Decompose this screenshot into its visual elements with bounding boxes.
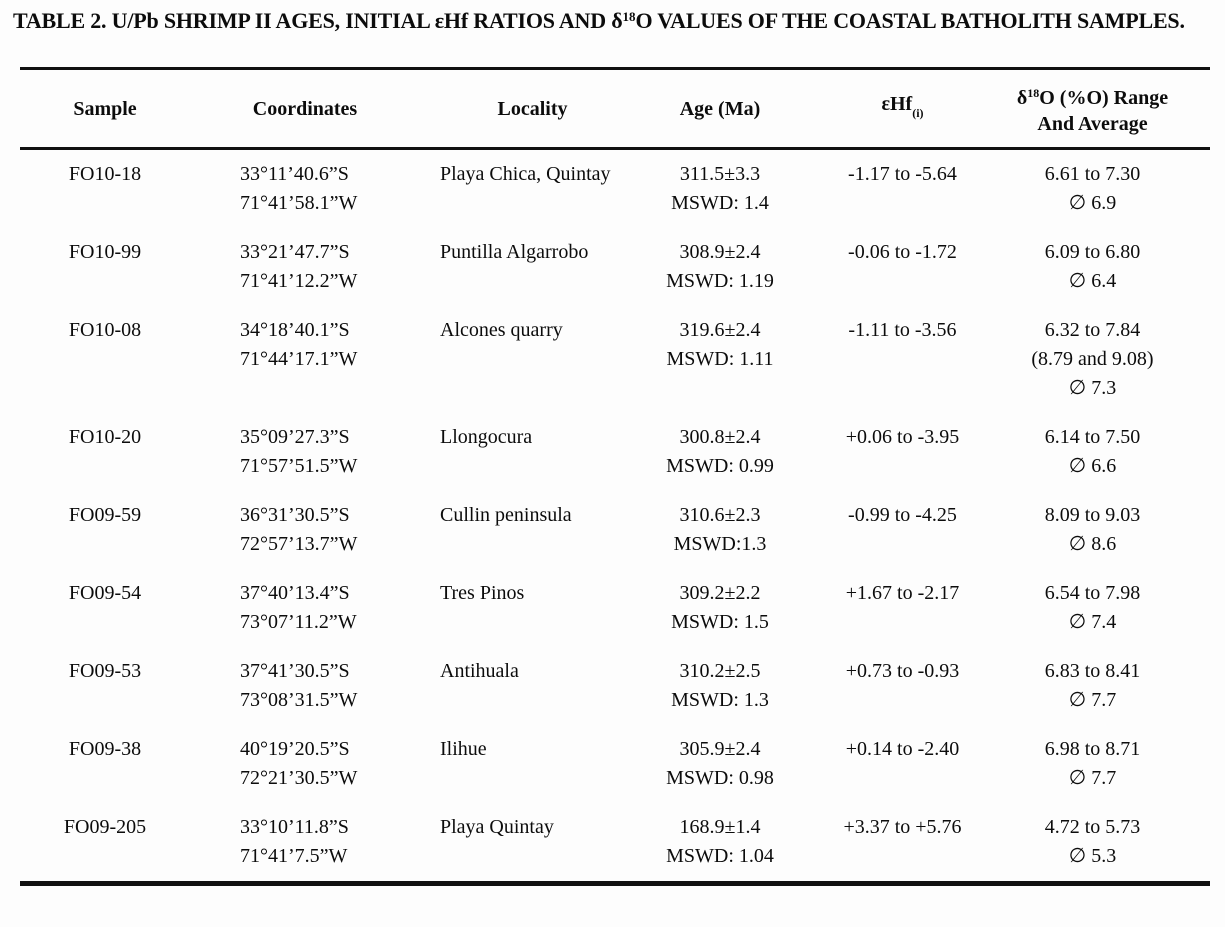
d18o-average: ∅ 8.6 <box>1068 533 1117 555</box>
age-value: 300.8±2.4 <box>679 426 761 448</box>
mswd-value: MSWD: 0.99 <box>666 455 774 477</box>
coordinates-cell <box>190 413 420 491</box>
d18o-average: ∅ 7.7 <box>1068 767 1117 789</box>
d18o-cell <box>1010 306 1210 413</box>
latitude: 37°40’13.4”S <box>240 582 350 604</box>
ehf-cell <box>795 725 1010 803</box>
age-value: 309.2±2.2 <box>679 582 761 604</box>
ehf-range: -1.11 to -3.56 <box>848 319 957 341</box>
ehf-range: +0.14 to -2.40 <box>845 738 960 760</box>
table-row <box>20 803 1210 884</box>
d18o-average: ∅ 7.3 <box>1068 377 1117 399</box>
d18o-range: 6.54 to 7.98 <box>1044 582 1141 604</box>
table-row <box>20 569 1210 647</box>
d18o-average: ∅ 6.9 <box>1068 192 1117 214</box>
age-value: 311.5±3.3 <box>679 163 761 185</box>
coordinates-cell <box>190 306 420 413</box>
locality-cell <box>420 413 645 491</box>
column-header-locality: Locality <box>497 97 568 120</box>
longitude: 73°08’31.5”W <box>240 689 358 711</box>
mswd-value: MSWD: 1.5 <box>671 611 769 633</box>
delta-symbol: δ <box>1016 87 1028 109</box>
coordinates-cell <box>190 569 420 647</box>
age-cell <box>645 803 795 884</box>
mswd-value: MSWD: 1.3 <box>671 689 769 711</box>
age-cell <box>645 647 795 725</box>
header-row <box>20 69 1210 149</box>
d18o-range: 6.61 to 7.30 <box>1044 163 1141 185</box>
column-header-ehf <box>795 69 1010 149</box>
ehf-cell <box>795 647 1010 725</box>
longitude: 72°21’30.5”W <box>240 767 358 789</box>
ehf-symbol: εHf <box>881 93 913 115</box>
locality-name: Cullin peninsula <box>440 504 572 526</box>
age-cell <box>645 413 795 491</box>
d18o-cell <box>1010 149 1210 229</box>
sample-id: FO09-53 <box>68 660 142 682</box>
coordinates-cell <box>190 491 420 569</box>
locality-name: Playa Quintay <box>440 816 554 838</box>
locality-name: Ilihue <box>440 738 487 760</box>
longitude: 73°07’11.2”W <box>240 611 357 633</box>
latitude: 33°11’40.6”S <box>240 163 349 185</box>
longitude: 71°41’12.2”W <box>240 270 358 292</box>
coordinates-cell <box>190 647 420 725</box>
ehf-cell <box>795 803 1010 884</box>
d18o-range: 6.98 to 8.71 <box>1044 738 1141 760</box>
ehf-range: +1.67 to -2.17 <box>845 582 960 604</box>
sample-id: FO10-20 <box>68 426 142 448</box>
d18o-average: ∅ 7.4 <box>1068 611 1117 633</box>
age-cell <box>645 306 795 413</box>
ehf-range: -1.17 to -5.64 <box>848 163 957 185</box>
sample-id: FO09-59 <box>68 504 142 526</box>
d18o-range: 8.09 to 9.03 <box>1044 504 1141 526</box>
age-value: 308.9±2.4 <box>679 241 761 263</box>
age-value: 310.6±2.3 <box>679 504 761 526</box>
ehf-range: +0.06 to -3.95 <box>845 426 960 448</box>
sample-id: FO10-08 <box>68 319 142 341</box>
age-value: 168.9±1.4 <box>679 816 761 838</box>
locality-cell <box>420 803 645 884</box>
table-row <box>20 228 1210 306</box>
table-row <box>20 306 1210 413</box>
sample-cell <box>20 306 190 413</box>
longitude: 71°44’17.1”W <box>240 348 358 370</box>
ehf-cell <box>795 149 1010 229</box>
age-cell <box>645 228 795 306</box>
age-cell <box>645 725 795 803</box>
sample-cell <box>20 569 190 647</box>
table-row <box>20 647 1210 725</box>
d18o-average: ∅ 5.3 <box>1068 845 1117 867</box>
d18o-outliers: (8.79 and 9.08) <box>1031 348 1154 370</box>
ehf-range: +0.73 to -0.93 <box>845 660 960 682</box>
age-value: 305.9±2.4 <box>679 738 761 760</box>
locality-cell <box>420 491 645 569</box>
column-header-sample: Sample <box>73 97 137 120</box>
table-row <box>20 149 1210 229</box>
table-title-text-end: O VALUES OF THE COASTAL BATHOLITH SAMPLES. <box>635 8 1185 33</box>
sample-cell <box>20 491 190 569</box>
age-cell <box>645 569 795 647</box>
d18o-average: ∅ 7.7 <box>1068 689 1117 711</box>
d18o-range: 6.83 to 8.41 <box>1044 660 1141 682</box>
d18o-cell <box>1010 413 1210 491</box>
locality-cell <box>420 569 645 647</box>
sample-cell <box>20 413 190 491</box>
sample-cell <box>20 228 190 306</box>
age-value: 310.2±2.5 <box>679 660 761 682</box>
sample-cell <box>20 725 190 803</box>
mswd-value: MSWD:1.3 <box>673 533 767 555</box>
locality-name: Puntilla Algarrobo <box>440 241 589 263</box>
age-cell <box>645 491 795 569</box>
d18o-average: ∅ 6.4 <box>1068 270 1117 292</box>
latitude: 35°09’27.3”S <box>240 426 350 448</box>
d18o-header-rest: O (%O) Range <box>1039 87 1169 109</box>
sample-cell <box>20 803 190 884</box>
latitude: 37°41’30.5”S <box>240 660 350 682</box>
d18o-range: 6.32 to 7.84 <box>1044 319 1141 341</box>
table-header <box>20 69 1210 149</box>
ehf-cell <box>795 569 1010 647</box>
table-row <box>20 725 1210 803</box>
locality-cell <box>420 306 645 413</box>
longitude: 71°41’7.5”W <box>240 845 348 867</box>
sample-id: FO09-205 <box>63 816 147 838</box>
d18o-range: 6.14 to 7.50 <box>1044 426 1141 448</box>
sample-id: FO10-18 <box>68 163 142 185</box>
locality-cell <box>420 725 645 803</box>
latitude: 33°21’47.7”S <box>240 241 350 263</box>
ehf-range: -0.99 to -4.25 <box>848 504 957 526</box>
d18o-cell <box>1010 725 1210 803</box>
locality-cell <box>420 228 645 306</box>
coordinates-cell <box>190 725 420 803</box>
data-table <box>20 67 1210 886</box>
table-row <box>20 491 1210 569</box>
sample-cell <box>20 149 190 229</box>
longitude: 71°57’51.5”W <box>240 455 358 477</box>
ehf-range: -0.06 to -1.72 <box>848 241 957 263</box>
age-cell <box>645 149 795 229</box>
d18o-cell <box>1010 647 1210 725</box>
ehf-range: +3.37 to +5.76 <box>843 816 962 838</box>
locality-name: Playa Chica, Quintay <box>440 163 611 185</box>
latitude: 36°31’30.5”S <box>240 504 350 526</box>
mswd-value: MSWD: 1.04 <box>666 845 774 867</box>
coordinates-cell <box>190 149 420 229</box>
d18o-cell <box>1010 803 1210 884</box>
d18o-range: 4.72 to 5.73 <box>1044 816 1141 838</box>
sample-id: FO10-99 <box>68 241 142 263</box>
column-header-age: Age (Ma) <box>679 97 761 120</box>
d18o-average: ∅ 6.6 <box>1068 455 1117 477</box>
d18o-cell <box>1010 228 1210 306</box>
sample-id: FO09-38 <box>68 738 142 760</box>
coordinates-cell <box>190 228 420 306</box>
d18o-range: 6.09 to 6.80 <box>1044 241 1141 263</box>
d18o-cell <box>1010 491 1210 569</box>
title-superscript-18: 18 <box>622 9 636 24</box>
locality-cell <box>420 149 645 229</box>
locality-cell <box>420 647 645 725</box>
locality-name: Alcones quarry <box>440 319 563 341</box>
coordinates-cell <box>190 803 420 884</box>
ehf-subscript-i: (i) <box>912 106 924 120</box>
sample-cell <box>20 647 190 725</box>
d18o-cell <box>1010 569 1210 647</box>
d18o-header-line1 <box>1010 80 1175 111</box>
mswd-value: MSWD: 0.98 <box>666 767 774 789</box>
ehf-cell <box>795 228 1010 306</box>
latitude: 40°19’20.5”S <box>240 738 350 760</box>
d18o-superscript-18: 18 <box>1027 86 1040 100</box>
table-body <box>20 149 1210 884</box>
longitude: 71°41’58.1”W <box>240 192 358 214</box>
d18o-header-line2: And Average <box>1037 113 1148 135</box>
locality-name: Tres Pinos <box>440 582 525 604</box>
ehf-cell <box>795 491 1010 569</box>
latitude: 34°18’40.1”S <box>240 319 350 341</box>
sample-id: FO09-54 <box>68 582 142 604</box>
age-value: 319.6±2.4 <box>679 319 761 341</box>
column-header-coordinates: Coordinates <box>252 97 358 120</box>
locality-name: Llongocura <box>440 426 533 448</box>
mswd-value: MSWD: 1.19 <box>666 270 774 292</box>
table-title <box>13 8 1185 34</box>
table-title-text: TABLE 2. U/Pb SHRIMP II AGES, INITIAL εHf RATIOS AND δ <box>13 8 623 33</box>
column-header-d18o <box>1010 69 1210 149</box>
mswd-value: MSWD: 1.11 <box>666 348 774 370</box>
longitude: 72°57’13.7”W <box>240 533 358 555</box>
locality-name: Antihuala <box>440 660 519 682</box>
mswd-value: MSWD: 1.4 <box>671 192 769 214</box>
table-row <box>20 413 1210 491</box>
ehf-cell <box>795 413 1010 491</box>
ehf-cell <box>795 306 1010 413</box>
latitude: 33°10’11.8”S <box>240 816 349 838</box>
